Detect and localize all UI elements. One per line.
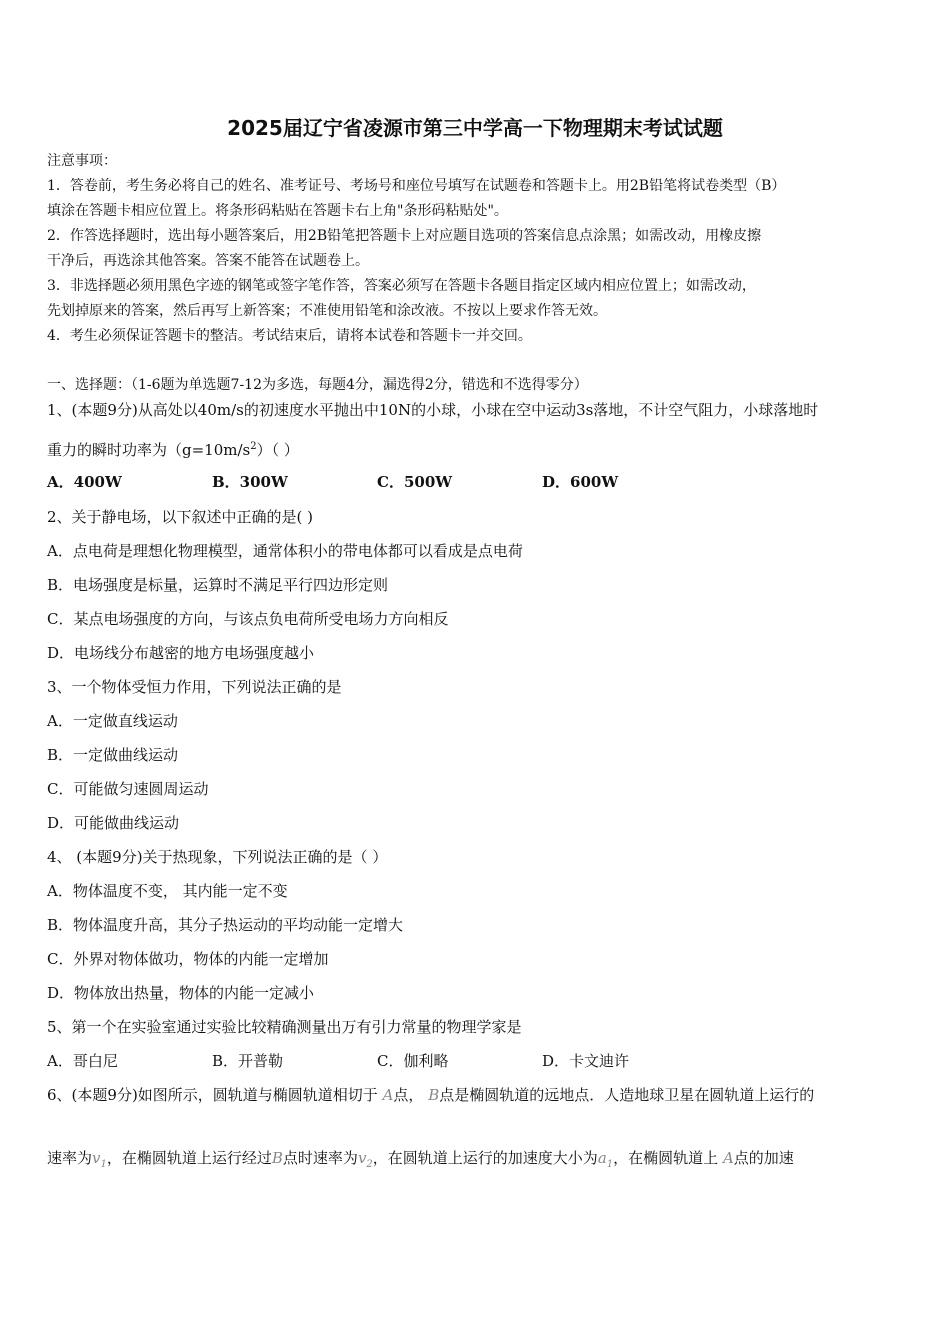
question-5-stem: 5、第一个在实验室通过实验比较精确测量出万有引力常量的物理学家是 — [47, 1018, 522, 1036]
notice-line: 3．非选择题必须用黑色字迹的钢笔或签字笔作答，答案必须写在答题卡各题目指定区域内相应位置上；如需改动， — [47, 278, 756, 294]
question-2-stem: 2、关于静电场，以下叙述中正确的是( ) — [47, 508, 314, 526]
option-c: C．外界对物体做功，物体的内能一定增加 — [47, 950, 329, 968]
option-d: D．600W — [542, 473, 619, 491]
notice-line: 干净后，再选涂其他答案。答案不能答在试题卷上。 — [47, 253, 369, 269]
symbol-v2: $v_2$ — [357, 1149, 373, 1170]
option-a: A．400W — [47, 473, 122, 491]
option-b: B．电场强度是标量，运算时不满足平行四边形定则 — [47, 576, 389, 594]
question-4-stem: 4、 (本题9分)关于热现象，下列说法正确的是（ ） — [47, 848, 388, 866]
option-d: D．电场线分布越密的地方电场强度越小 — [47, 644, 315, 662]
option-c: C．500W — [377, 473, 453, 491]
option-d: D．可能做曲线运动 — [47, 814, 180, 832]
option-a: A．点电荷是理想化物理模型，通常体积小的带电体都可以看成是点电荷 — [47, 542, 523, 560]
option-a: A．哥白尼 — [47, 1052, 118, 1070]
question-1-stem: 1、(本题9分)从高处以40m/s的初速度水平抛出中10N的小球，小球在空中运动3s落地，不计空气阻力，小球落地时 — [47, 401, 819, 419]
option-d: D．卡文迪许 — [542, 1052, 630, 1070]
symbol-a1: $a_1$ — [597, 1149, 614, 1170]
question-6-stem-cont: 速率为$v_1$，在椭圆轨道上运行经过B点时速率为$v_2$，在圆轨道上运行的加速度大小为$a_1$，在椭圆轨道上 A点的加速 — [47, 1149, 794, 1170]
option-a: A．一定做直线运动 — [47, 712, 178, 730]
option-b: B．开普勒 — [212, 1052, 284, 1070]
page-title: 2025届辽宁省凌源市第三中学高一下物理期末考试试题 — [227, 116, 723, 140]
option-d: D．物体放出热量，物体的内能一定减小 — [47, 984, 315, 1002]
option-c: C．可能做匀速圆周运动 — [47, 780, 209, 798]
option-b: B．物体温度升高，其分子热运动的平均动能一定增大 — [47, 916, 404, 934]
option-c: C．伽利略 — [377, 1052, 449, 1070]
notice-line: 1．答卷前，考生务必将自己的姓名、准考证号、考场号和座位号填写在试题卷和答题卡上。用2B铅笔将试卷类型（B） — [47, 178, 786, 194]
question-1-stem-cont: 重力的瞬时功率为$(g=10m/s^2)$（ ） — [47, 441, 299, 459]
option-a: A．物体温度不变， 其内能一定不变 — [47, 882, 288, 900]
question-3-stem: 3、一个物体受恒力作用，下列说法正确的是 — [47, 678, 342, 696]
notice-line: 2．作答选择题时，选出每小题答案后，用2B铅笔把答题卡上对应题目选项的答案信息点涂黑；如需改动，用橡皮擦 — [47, 228, 762, 244]
section-heading: 一、选择题：（1-6题为单选题7-12为多选，每题4分，漏选得2分，错选和不选得零分） — [47, 377, 588, 393]
option-b: B．一定做曲线运动 — [47, 746, 179, 764]
notice-line: 先划掉原来的答案，然后再写上新答案；不准使用铅笔和涂改液。不按以上要求作答无效。 — [47, 303, 607, 319]
notice-line: 4．考生必须保证答题卡的整洁。考试结束后，请将本试卷和答题卡一并交回。 — [47, 328, 532, 344]
notice-line: 填涂在答题卡相应位置上。将条形码粘贴在答题卡右上角"条形码粘贴处"。 — [47, 203, 508, 219]
option-b: B．300W — [212, 473, 288, 491]
question-6-stem: 6、(本题9分)如图所示，圆轨道与椭圆轨道相切于 A点， B点是椭圆轨道的远地点．人造地球卫星在圆轨道上运行的 — [47, 1086, 815, 1104]
option-c: C．某点电场强度的方向，与该点负电荷所受电场力方向相反 — [47, 610, 449, 628]
notice-heading: 注意事项： — [47, 153, 117, 169]
symbol-v1: $v_1$ — [92, 1149, 107, 1170]
